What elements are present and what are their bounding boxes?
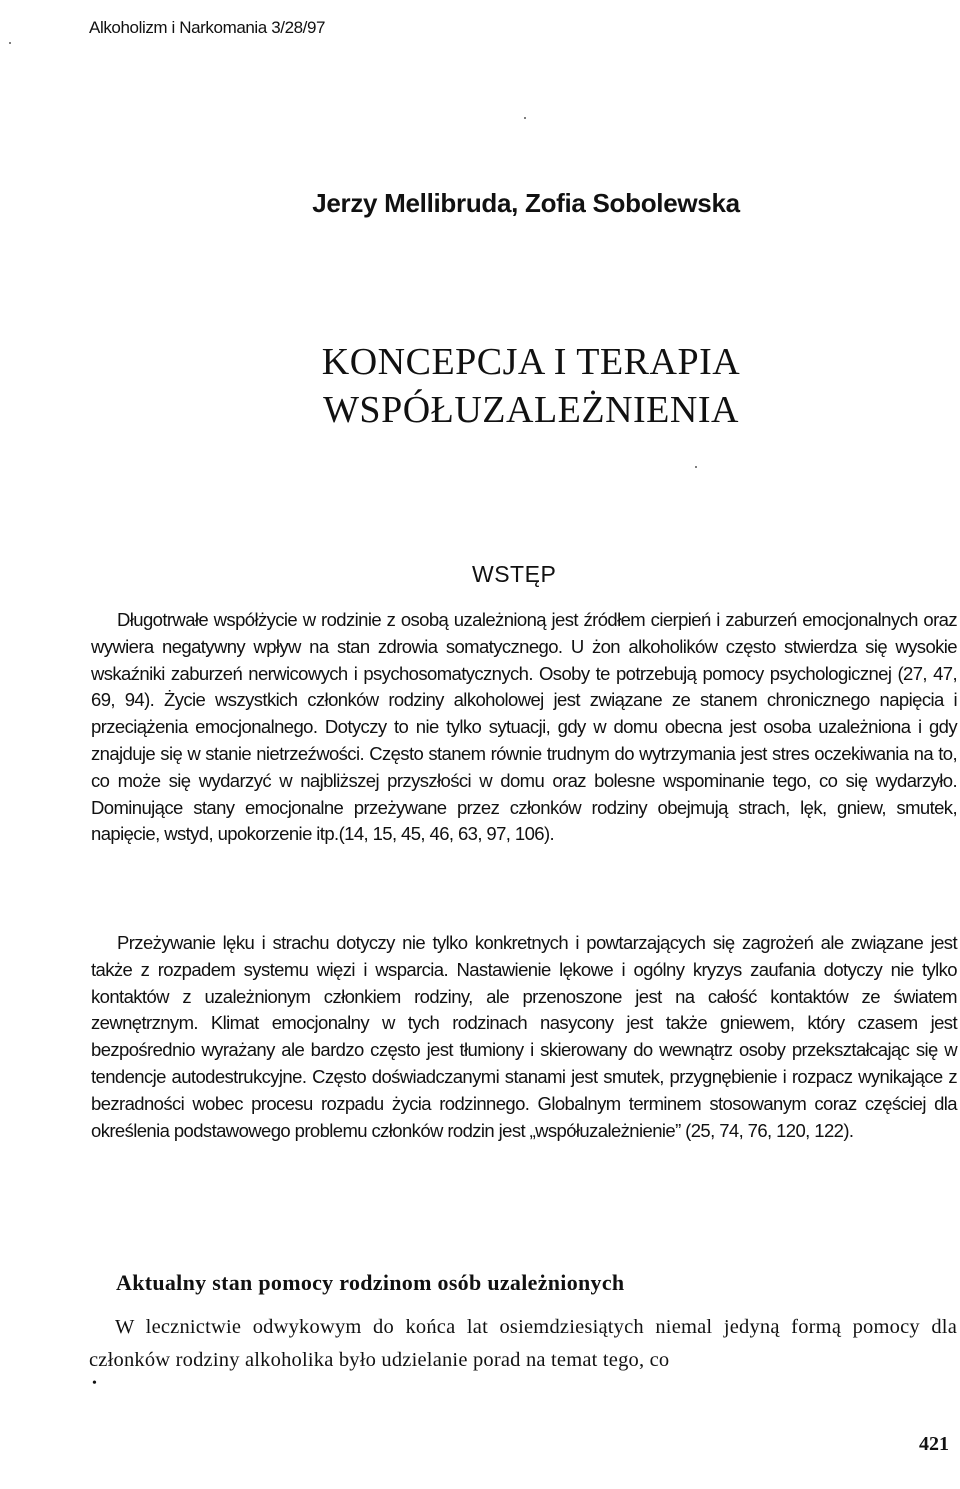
authors: Jerzy Mellibruda, Zofia Sobolewska — [312, 188, 740, 218]
page-number: 421 — [919, 1433, 949, 1455]
scan-speck — [695, 466, 697, 468]
journal-header: Alkoholizm i Narkomania 3/28/97 — [89, 18, 326, 37]
scan-speck — [524, 117, 526, 119]
intro-paragraph-2 — [91, 930, 957, 1144]
section-heading: Aktualny stan pomocy rodzinom osób uzależnionych — [116, 1270, 625, 1295]
title-line-1: KONCEPCJA I TERAPIA — [321, 341, 741, 383]
bullet-mark: • — [92, 1376, 97, 1391]
article-title — [186, 338, 876, 434]
scan-speck — [9, 42, 11, 44]
intro-heading: WSTĘP — [472, 561, 557, 587]
paragraph-text: Przeżywanie lęku i strachu dotyczy nie tylko konkretnych i powtarzających się zagrożeń ale związane jest także z rozpadem systemu więzi i wsparcia. Nastawienie lękowe i ogólny kryzys zaufania dotyczy nie tylko kontaktów z uzależnionym członkiem rodziny, ale przenoszone jest na całość kontaktów ze światem zewnętrznym. Klimat emocjonalny w tych rodzinach nasycony jest także gniewem, który czasem jest bezpośrednio wyrażany ale bardzo często jest tłumiony i skierowany do wewnątrz osoby przekształcając się w tendencje autodestrukcyjne. Często doświadczanymi stanami jest smutek, przygnębienie i rozpacz wynikające z bezradności wobec procesu rozpadu życia rodzinnego. Globalnym terminem stosowanym coraz częściej dla określenia podstawowego problemu członków rodzin jest „współuzależnienie” (25, 74, 76, 120, 122). — [91, 932, 957, 1141]
paragraph-text: W lecznictwie odwykowym do końca lat osiemdziesiątych niemal jedyną formą pomocy dla członków rodziny alkoholika było udzielanie porad na temat tego, co — [89, 1316, 957, 1371]
section-paragraph — [89, 1311, 957, 1377]
intro-paragraph-1 — [91, 607, 957, 848]
paragraph-text: Długotrwałe współżycie w rodzinie z osobą uzależnioną jest źródłem cierpień i zaburzeń emocjonalnych oraz wywiera negatywny wpływ na stan zdrowia somatycznego. U żon alkoholików często stwierdza się wysokie wskaźniki zaburzeń nerwicowych i psychosomatycznych. Osoby te potrzebują pomocy psychologicznej (27, 47, 69, 94). Życie wszystkich członków rodziny alkoholowej jest związane ze stanem chronicznego napięcia i przeciążenia emocjonalnego. Dotyczy to nie tylko sytuacji, gdy w domu obecna jest osoba uzależniona i gdy znajduje się w stanie nietrzeźwości. Często stanem równie trudnym do wytrzymania jest stres oczekiwania na to, co może się wydarzyć w najbliższej przyszłości w domu oraz bolesne wspominanie tego, co się wydarzyło. Dominujące stany emocjonalne przeżywane przez członków rodziny obejmują strach, lęk, gniew, smutek, napięcie, wstyd, upokorzenie itp.(14, 15, 45, 46, 63, 97, 106). — [91, 609, 957, 845]
title-line-2: WSPÓŁUZALEŻNIENIA — [323, 389, 739, 431]
